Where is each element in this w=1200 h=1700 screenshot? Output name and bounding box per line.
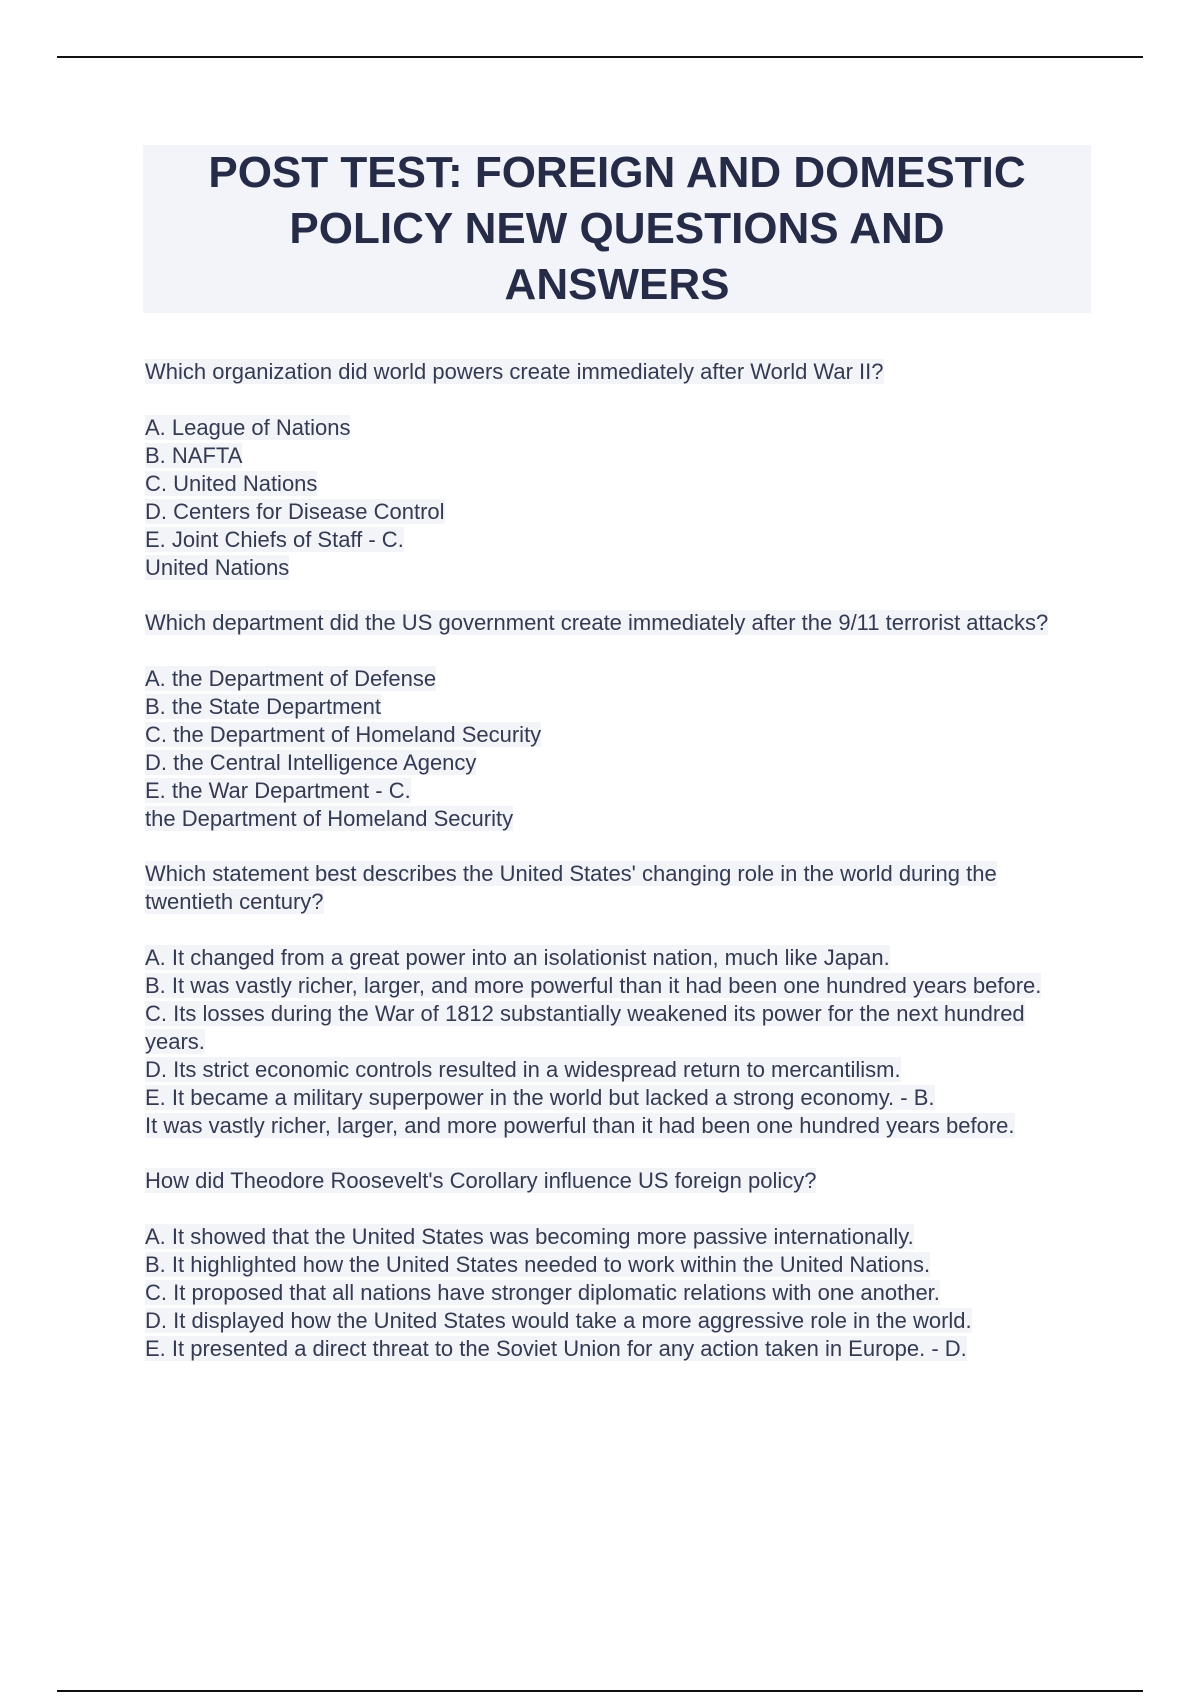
- question-block: [145, 1167, 1090, 1363]
- answer-line: B. NAFTA: [145, 443, 243, 468]
- answer-line: E. It became a military superpower in the world but lacked a strong economy. - B.: [145, 1085, 935, 1110]
- title-line: POST TEST: FOREIGN AND DOMESTIC: [208, 148, 1026, 197]
- answer-line: D. Its strict economic controls resulted in a widespread return to mercantilism.: [145, 1057, 901, 1082]
- correct-answer: United Nations: [145, 555, 290, 580]
- footer-rule: [57, 1690, 1143, 1692]
- question-list: [145, 358, 1090, 1390]
- title-line: ANSWERS: [504, 260, 730, 309]
- answer-line: D. Centers for Disease Control: [145, 499, 445, 524]
- answer-line: C. Its losses during the War of 1812 substantially weakened its power for the next hundred years.: [145, 1001, 1025, 1054]
- answer-line: D. It displayed how the United States would take a more aggressive role in the world.: [145, 1308, 972, 1333]
- question-block: [145, 609, 1090, 833]
- question-text: Which organization did world powers create immediately after World War II?: [145, 359, 884, 384]
- answer-line: A. It showed that the United States was becoming more passive internationally.: [145, 1224, 914, 1249]
- answer-options: [145, 944, 1090, 1140]
- answer-options: [145, 665, 1090, 833]
- answer-line: D. the Central Intelligence Agency: [145, 750, 477, 775]
- question-text: Which department did the US government create immediately after the 9/11 terrorist attacks?: [145, 610, 1049, 635]
- answer-line: A. It changed from a great power into an isolationist nation, much like Japan.: [145, 945, 890, 970]
- answer-line: C. It proposed that all nations have stronger diplomatic relations with one another.: [145, 1280, 940, 1305]
- answer-line: E. Joint Chiefs of Staff - C.: [145, 527, 404, 552]
- answer-options: [145, 1223, 1090, 1363]
- answer-line: E. It presented a direct threat to the Soviet Union for any action taken in Europe. - D.: [145, 1336, 967, 1361]
- answer-line: E. the War Department - C.: [145, 778, 411, 803]
- header-rule: [57, 56, 1143, 58]
- question-block: [145, 358, 1090, 582]
- title-banner: [143, 145, 1091, 313]
- correct-answer: It was vastly richer, larger, and more powerful than it had been one hundred years before.: [145, 1113, 1015, 1138]
- question-text: Which statement best describes the United States' changing role in the world during the twentieth century?: [145, 861, 997, 914]
- title-line: POLICY NEW QUESTIONS AND: [289, 204, 945, 253]
- answer-line: B. It highlighted how the United States needed to work within the United Nations.: [145, 1252, 931, 1277]
- answer-line: C. United Nations: [145, 471, 318, 496]
- answer-line: A. the Department of Defense: [145, 666, 437, 691]
- question-text: How did Theodore Roosevelt's Corollary influence US foreign policy?: [145, 1168, 817, 1193]
- question-block: [145, 860, 1090, 1140]
- answer-line: B. It was vastly richer, larger, and more powerful than it had been one hundred years before.: [145, 973, 1042, 998]
- answer-line: A. League of Nations: [145, 415, 351, 440]
- answer-options: [145, 414, 1090, 582]
- correct-answer: the Department of Homeland Security: [145, 806, 514, 831]
- answer-line: C. the Department of Homeland Security: [145, 722, 542, 747]
- answer-line: B. the State Department: [145, 694, 382, 719]
- document-title: [143, 145, 1091, 313]
